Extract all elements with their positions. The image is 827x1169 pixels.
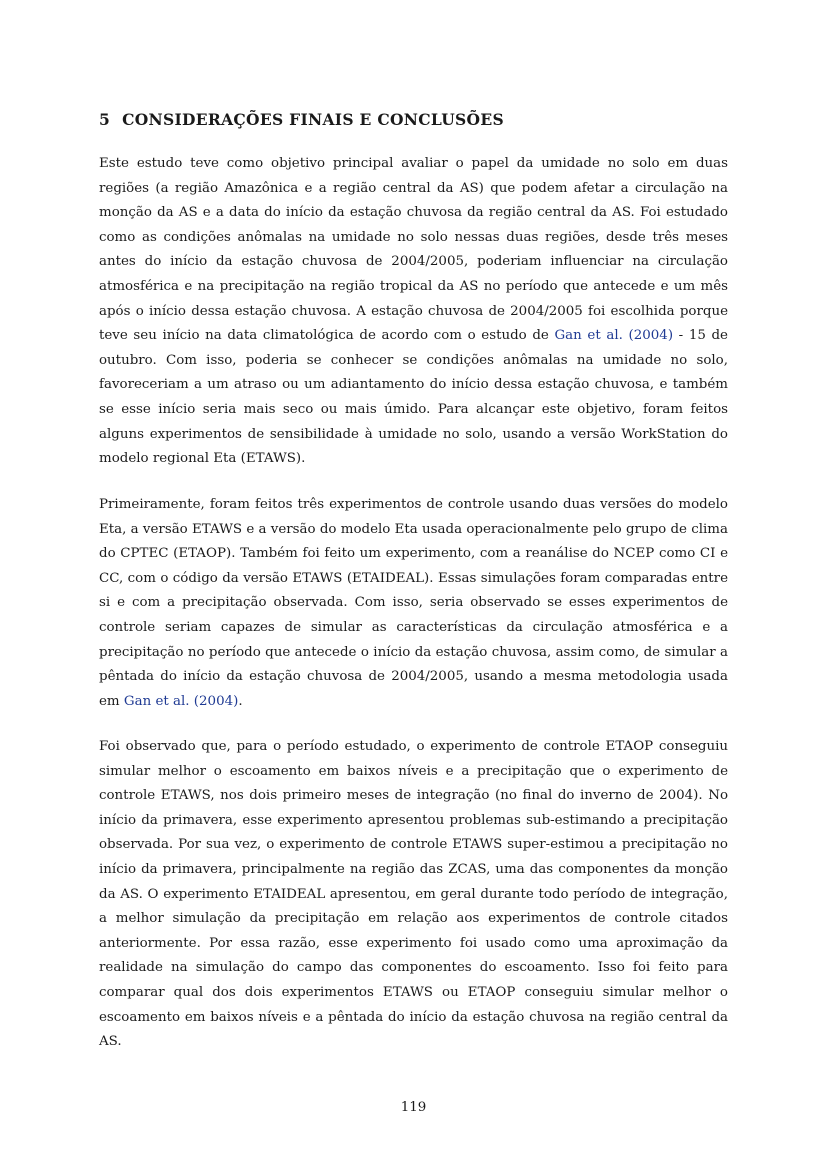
section-heading bbox=[99, 110, 739, 129]
paragraph-1 bbox=[99, 152, 728, 472]
paragraph-3 bbox=[99, 735, 728, 1055]
citation-link[interactable]: Gan et al. (2004) bbox=[554, 328, 674, 344]
paragraph-text: Este estudo teve como objetivo principal avaliar o papel da umidade no solo em duas regiões (a região Amazônica e a região central da AS) que podem afetar a circulação na monção da AS e a data do início da estação chuvosa da região central da AS. Foi estudado como as condições anômalas na umidade no solo nessas duas regiões, desde três meses antes do início da estação chuvosa de 2004/2005, poderiam influenciar na circulação atmosférica e na precipitação na região tropical da AS no período que antecede e um mês após o início dessa estação chuvosa. A estação chuvosa de 2004/2005 foi escolhida porque teve seu início na data climatológica de acordo com o estudo de bbox=[99, 156, 728, 344]
paragraph-text: Primeiramente, foram feitos três experimentos de controle usando duas versões do modelo Eta, a versão ETAWS e a versão do modelo Eta usada operacionalmente pelo grupo de clima do CPTEC (ETAOP). Também foi feito um experimento, com a reanálise do NCEP como CI e CC, com o código da versão ETAWS (ETAIDEAL). Essas simulações foram comparadas entre si e com a precipitação observada. Com isso, seria observado se esses experimentos de controle seriam capazes de simular as características da circulação atmosférica e a precipitação no período que antecede o início da estação chuvosa, assim como, de simular a pêntada do início da estação chuvosa de 2004/2005, usando a mesma metodologia usada em bbox=[99, 497, 728, 709]
citation-link[interactable]: Gan et al. (2004) bbox=[123, 693, 239, 709]
paragraph-text: . bbox=[238, 693, 243, 709]
paragraph-text: - 15 de outubro. Com isso, poderia se conhecer se condições anômalas na umidade no solo, favoreceriam a um atraso ou um adiantamento do início dessa estação chuvosa, e também se esse início seria mais seco ou mais úmido. Para alcançar este objetivo, foram feitos alguns experimentos de sensibilidade à umidade no solo, usando a versão WorkStation do modelo regional Eta (ETAWS). bbox=[99, 328, 728, 467]
page-number: 119 bbox=[400, 1100, 427, 1115]
section-title: CONSIDERAÇÕES FINAIS E CONCLUSÕES bbox=[122, 110, 504, 129]
paragraph-2 bbox=[99, 493, 728, 714]
section-number: 5 bbox=[99, 110, 111, 129]
paragraph-text: Foi observado que, para o período estudado, o experimento de controle ETAOP conseguiu simular melhor o escoamento em baixos níveis e a precipitação que o experimento de controle ETAWS, nos dois primeiro meses de integração (no final do inverno de 2004). No início da primavera, esse experimento apresentou problemas sub-estimando a precipitação observada. Por sua vez, o experimento de controle ETAWS super-estimou a precipitação no início da primavera, principalmente na região das ZCAS, uma das componentes da monção da AS. O experimento ETAIDEAL apresentou, em geral durante todo período de integração, a melhor simulação da precipitação em relação aos experimentos de controle citados anteriormente. Por essa razão, esse experimento foi usado como uma aproximação da realidade na simulação do campo das componentes do escoamento. Isso foi feito para comparar qual dos dois experimentos ETAWS ou ETAOP conseguiu simular melhor o escoamento em baixos níveis e a pêntada do início da estação chuvosa na região central da AS. bbox=[99, 739, 728, 1050]
